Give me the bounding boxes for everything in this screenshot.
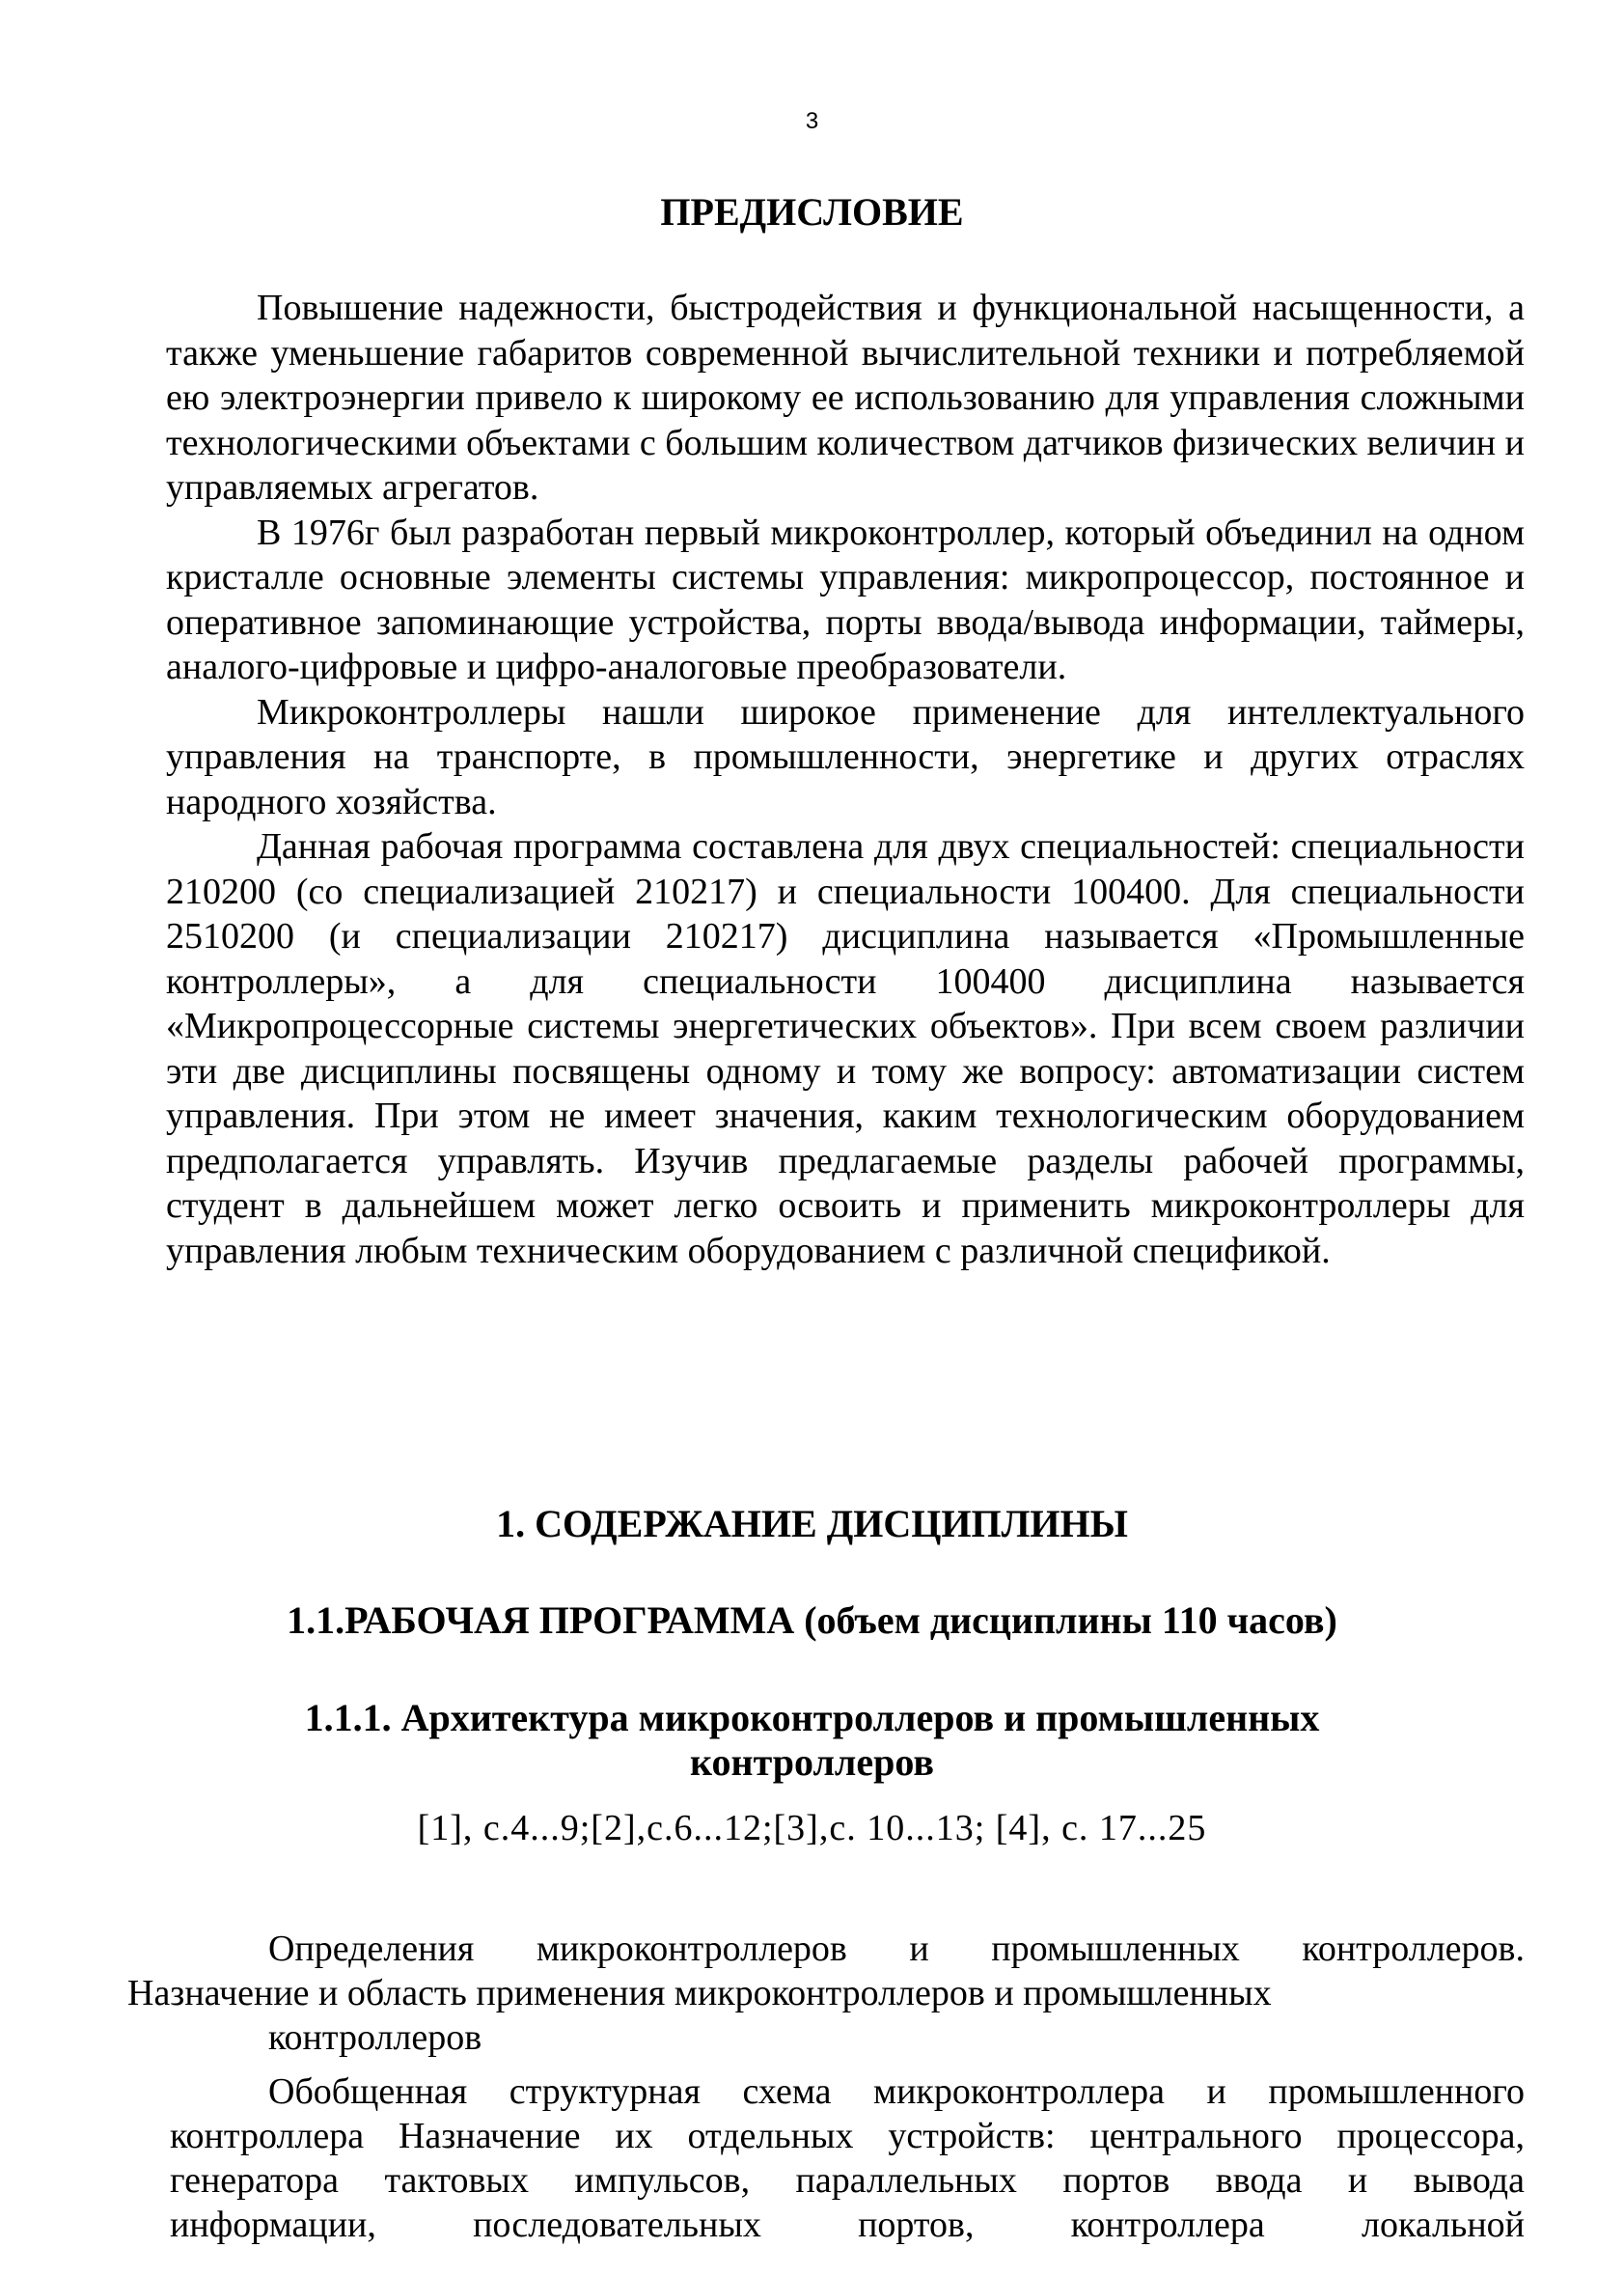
preface-title: ПРЕДИСЛОВИЕ xyxy=(660,190,964,234)
preface-body xyxy=(166,286,1525,1273)
content-line: Назначение и область применения микроконтроллеров и промышленных xyxy=(127,1973,1272,2013)
topic-title-line1: 1.1.1. Архитектура микроконтроллеров и промышленных xyxy=(304,1696,1320,1739)
preface-paragraph: В 1976г был разработан первый микроконтроллер, который объединил на одном кристалле основные элементы системы управления: микропроцессор, постоянное и оперативное запоминающие устройства, порты ввода/вывода информации, таймеры, аналого-цифровые и цифро-аналоговые преобразователи. xyxy=(166,512,1525,687)
page-number: 3 xyxy=(805,108,819,134)
references-line: [1], с.4...9;[2],с.6...12;[3],с. 10...13; [4], с. 17...25 xyxy=(417,1808,1207,1848)
section-title: 1. СОДЕРЖАНИЕ ДИСЦИПЛИНЫ xyxy=(496,1502,1128,1545)
preface-paragraph: Микроконтроллеры нашли широкое применение для интеллектуального управления на транспорте, в промышленности, энергетике и других отраслях народного хозяйства. xyxy=(166,691,1525,822)
content-line: Обобщенная структурная схема микроконтроллера и промышленного xyxy=(268,2071,1525,2112)
content-line: Определения микроконтроллеров и промышленных контроллеров. xyxy=(268,1929,1525,1969)
content-line: контроллера Назначение их отдельных устройств: центрального процессора, xyxy=(170,2116,1525,2156)
content-line: информации, последовательных портов, контроллера локальной xyxy=(170,2205,1525,2245)
subsection-title: 1.1.РАБОЧАЯ ПРОГРАММА (объем дисциплины 110 часов) xyxy=(287,1598,1337,1642)
topic-title-line2: контроллеров xyxy=(690,1740,934,1784)
preface-paragraph: Повышение надежности, быстродействия и функциональной насыщенности, а также уменьшение габаритов современной вычислительной техники и потребляемой ею электроэнергии привело к широкому ее использованию для управления сложными технологическими объектами с большим количеством датчиков физических величин и управляемых агрегатов. xyxy=(166,288,1525,508)
content-line: генератора тактовых импульсов, параллельных портов ввода и вывода xyxy=(170,2160,1525,2201)
preface-paragraph: Данная рабочая программа составлена для двух специальностей: специальности 210200 (со специализацией 210217) и специальности 100400. Для специальности 2510200 (и специализации 210217) дисциплина называется «Промышленные контроллеры», а для специальности 100400 дисциплина называется «Микропроцессорные системы энергетических объектов». При всем своем различии эти две дисциплины посвящены одному и тому же вопросу: автоматизации систем управления. При этом не имеет значения, каким технологическим оборудованием предполагается управлять. Изучив предлагаемые разделы рабочей программы, студент в дальнейшем может легко освоить и применить микроконтроллеры для управления любым техническим оборудованием с различной спецификой. xyxy=(166,826,1525,1271)
content-line: контроллеров xyxy=(268,2017,482,2058)
